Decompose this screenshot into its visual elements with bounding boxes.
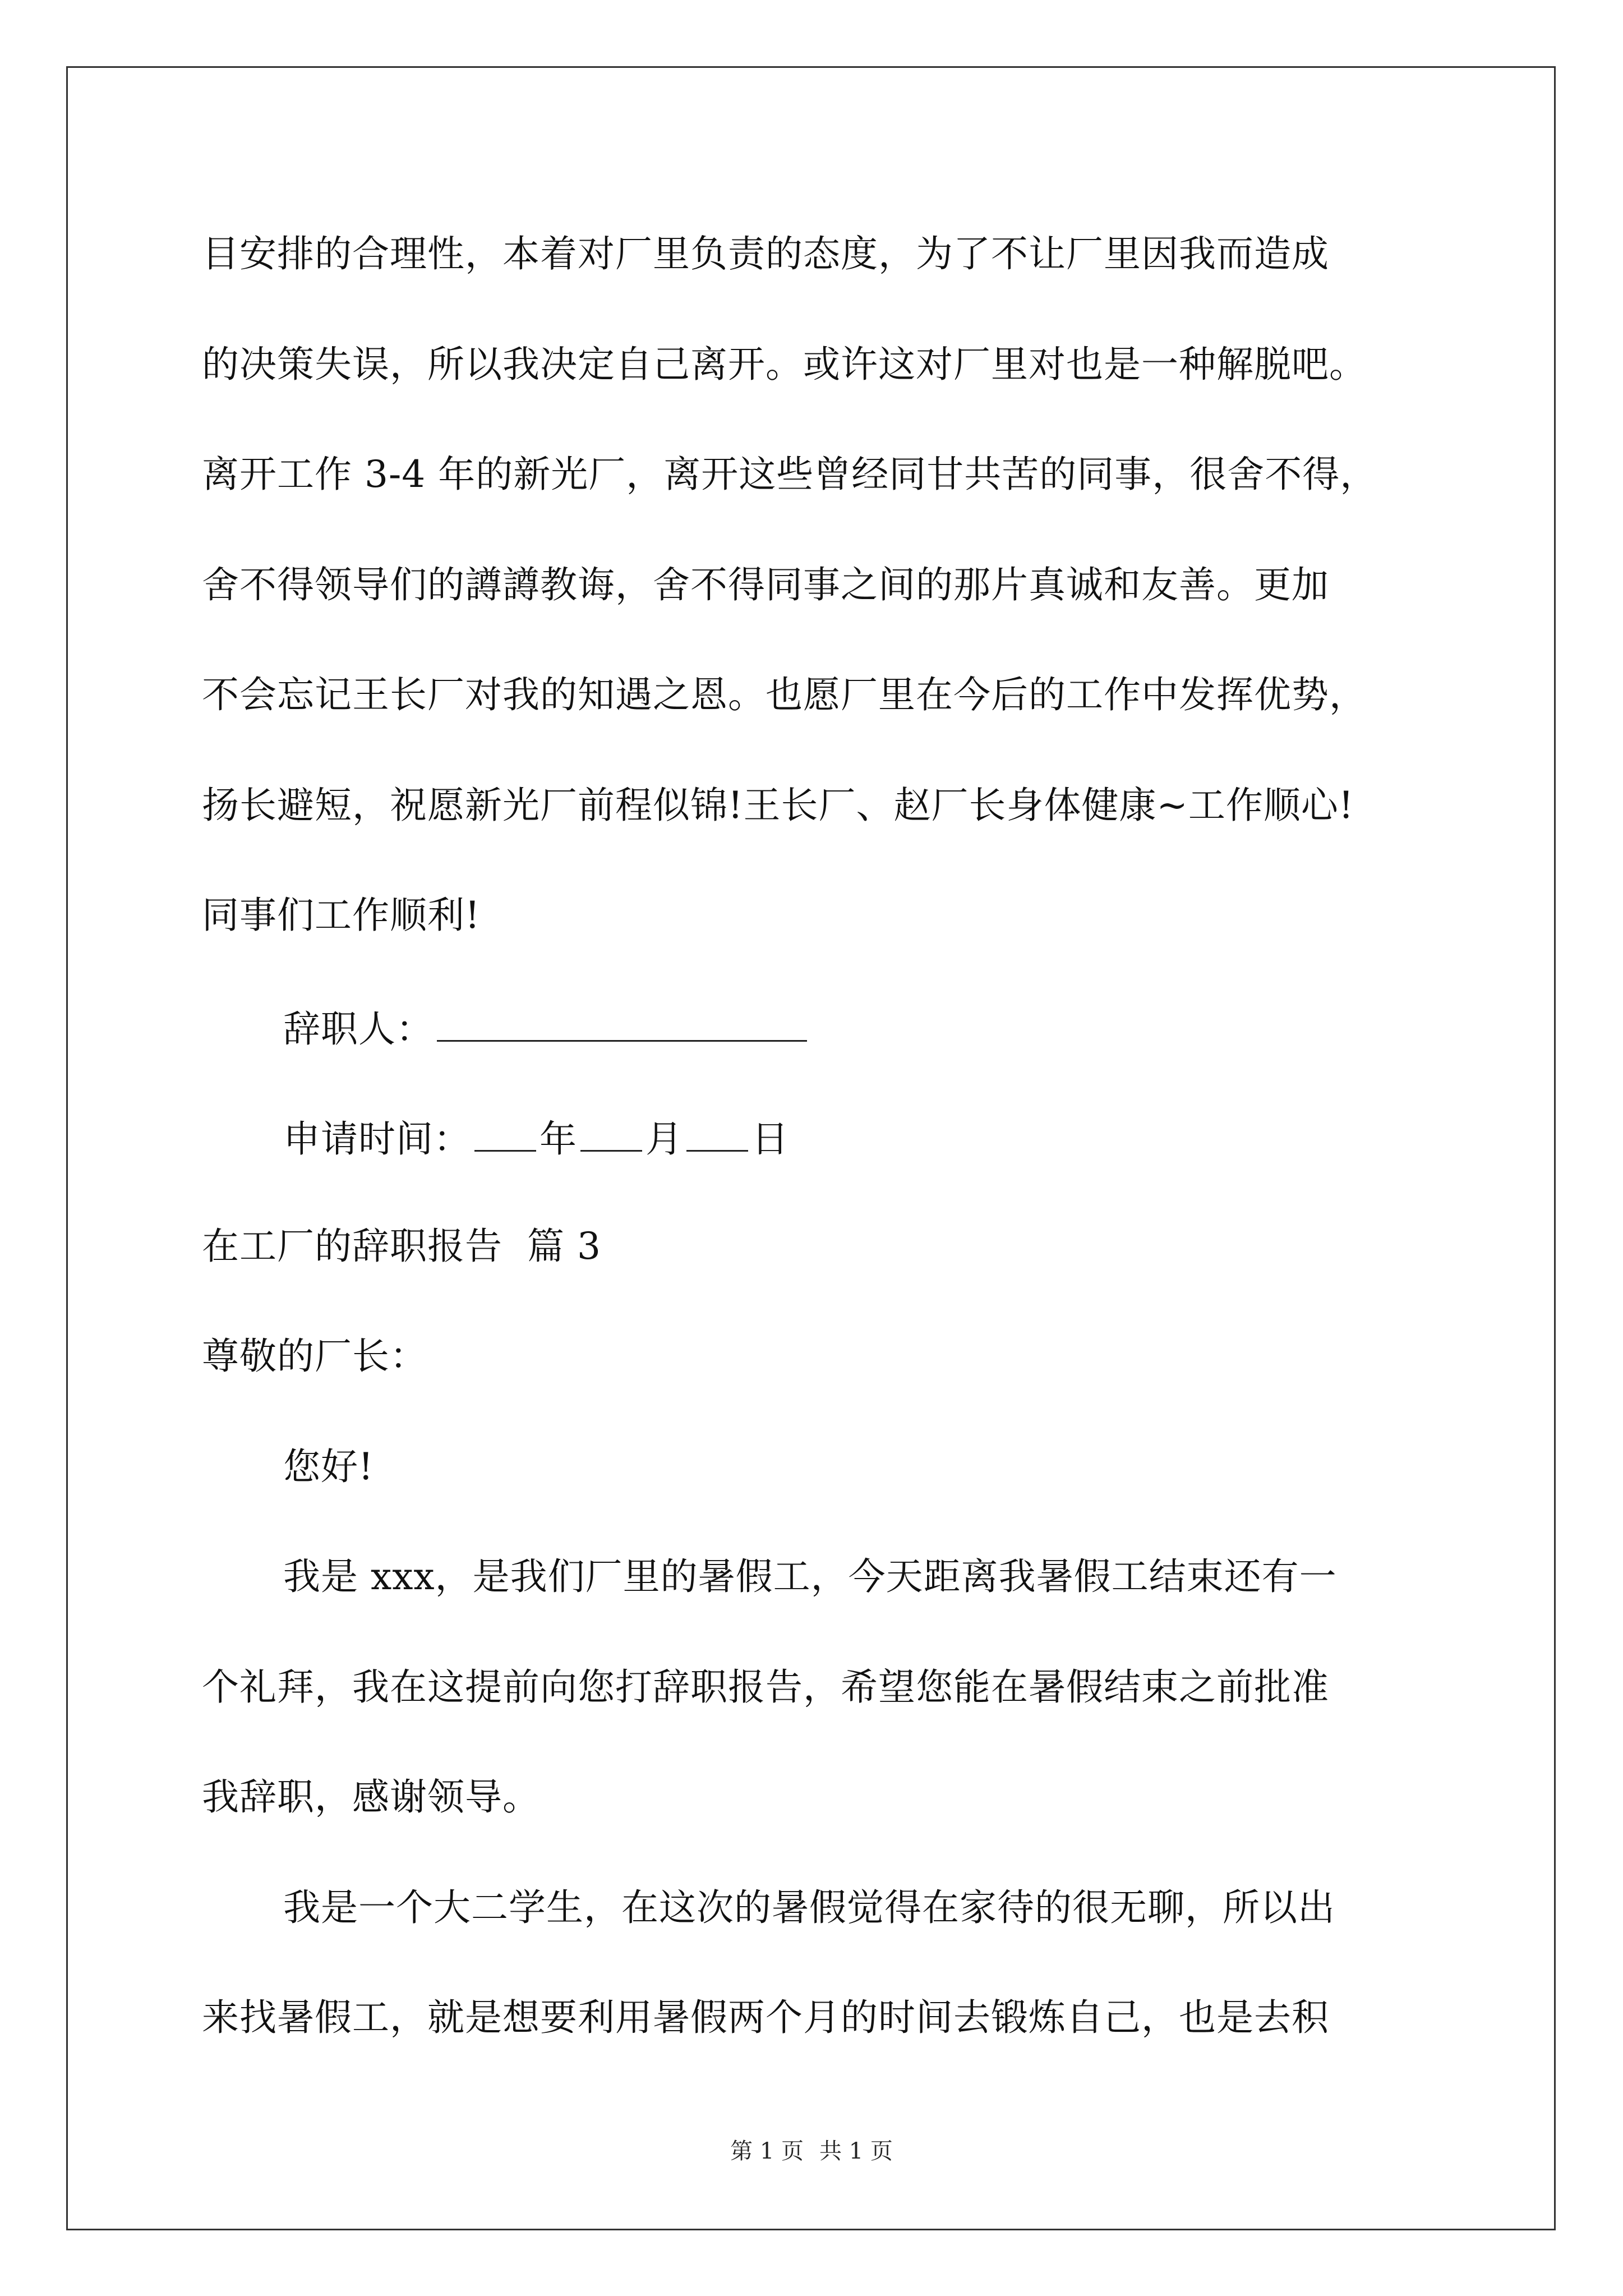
year-label: 年 [540,1117,577,1161]
total-pages: 共 1 页 [819,2138,893,2164]
paragraph-line: 我是 xxx，是我们厂里的暑假工，今天距离我暑假工结束还有一 [283,1555,1337,1598]
resigner-signature-line [283,1007,807,1051]
application-date-line [283,1117,789,1161]
section-title: 在工厂的辞职报告 篇 3 [202,1225,601,1268]
paragraph-line: 我是一个大二学生，在这次的暑假觉得在家待的很无聊，所以出 [283,1886,1335,1929]
salutation: 尊敬的厂长： [202,1335,427,1378]
day-label: 日 [751,1117,789,1161]
day-blank [686,1117,748,1152]
month-blank [580,1117,642,1152]
resigner-name-blank [437,1007,807,1042]
body-line: 目安排的合理性，本着对厂里负责的态度，为了不让厂里因我而造成 [202,232,1329,275]
page-number: 第 1 页 [730,2138,804,2164]
date-label: 申请时间： [283,1117,471,1161]
paragraph-line: 个礼拜，我在这提前向您打辞职报告，希望您能在暑假结束之前批准 [202,1665,1329,1709]
resigner-label: 辞职人： [283,1007,434,1051]
month-label: 月 [645,1117,683,1161]
year-blank [474,1117,536,1152]
page-footer [0,2140,1623,2162]
body-line: 同事们工作顺利! [202,894,481,937]
greeting: 您好! [283,1445,374,1488]
paragraph-line: 我辞职，感谢领导。 [202,1775,540,1819]
body-line: 舍不得领导们的譐譐教诲，舍不得同事之间的那片真诚和友善。更加 [202,563,1329,606]
paragraph-line: 来找暑假工，就是想要利用暑假两个月的时间去锻炼自己，也是去积 [202,1996,1329,2039]
body-line: 不会忘记王长厂对我的知遇之恩。也愿厂里在今后的工作中发挥优势， [202,673,1367,716]
body-line: 的决策失误，所以我决定自己离开。或许这对厂里对也是一种解脱吧。 [202,343,1367,386]
body-line: 扬长避短，祝愿新光厂前程似锦!王长厂、赵厂长身体健康~工作顺心! [202,784,1354,827]
body-line: 离开工作 3-4 年的新光厂，离开这些曾经同甘共苦的同事，很舍不得， [202,453,1378,496]
